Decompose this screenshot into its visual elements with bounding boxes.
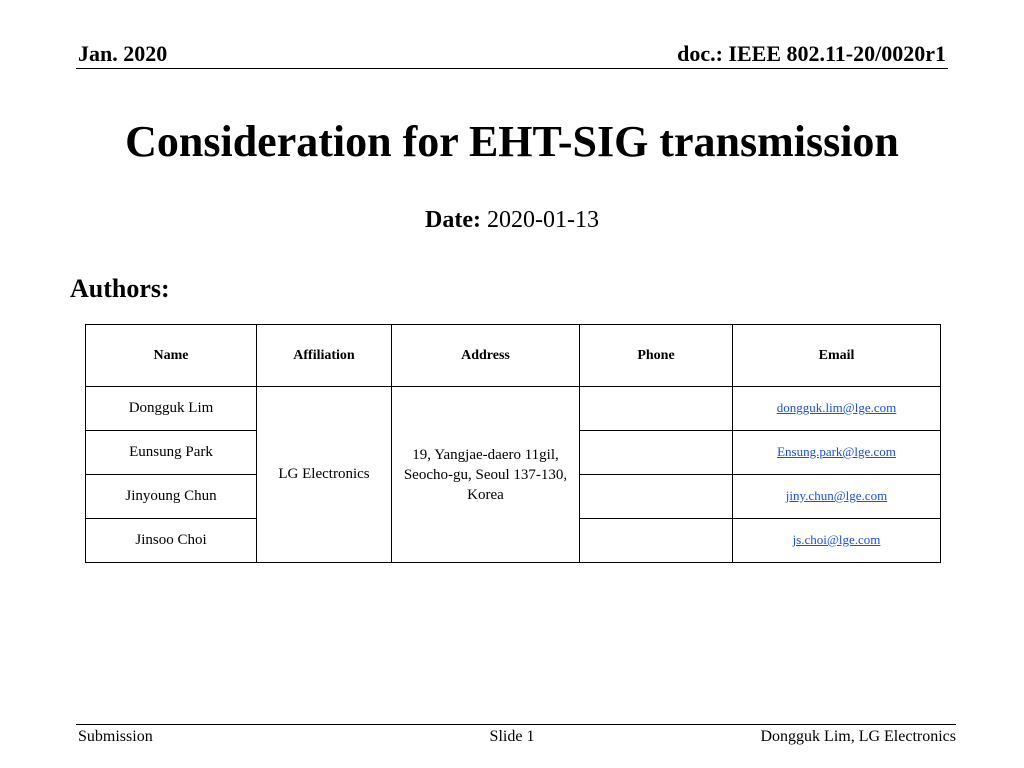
column-header-phone: Phone: [580, 325, 733, 387]
footer-slide-number: Slide 1: [489, 728, 535, 745]
author-name: Eunsung Park: [86, 431, 257, 475]
header-date: Jan. 2020: [78, 41, 168, 66]
author-email-cell: [733, 431, 941, 475]
column-header-email: Email: [733, 325, 941, 387]
author-email-cell: [733, 519, 941, 563]
author-phone: [580, 519, 733, 563]
footer-author: Dongguk Lim, LG Electronics: [760, 728, 956, 745]
author-email-link[interactable]: Ensung.park@lge.com: [777, 444, 896, 459]
author-name: Dongguk Lim: [86, 387, 257, 431]
date-label: Date:: [425, 207, 481, 233]
column-header-address: Address: [392, 325, 580, 387]
footer-divider: [76, 724, 956, 725]
author-email-link[interactable]: js.choi@lge.com: [792, 532, 881, 547]
footer-submission: Submission: [78, 728, 153, 745]
author-name: Jinyoung Chun: [86, 475, 257, 519]
author-email-link[interactable]: dongguk.lim@lge.com: [776, 400, 897, 415]
header-divider: [76, 68, 948, 69]
authors-heading: Authors:: [70, 274, 170, 303]
column-header-name: Name: [86, 325, 257, 387]
author-affiliation: LG Electronics: [257, 387, 392, 563]
date-line: [0, 204, 1024, 236]
author-phone: [580, 387, 733, 431]
author-email-link[interactable]: jiny.chun@lge.com: [785, 488, 888, 503]
slide-title: Consideration for EHT-SIG transmission: [125, 117, 899, 166]
date-value: 2020-01-13: [486, 207, 599, 233]
author-phone: [580, 431, 733, 475]
author-email-cell: [733, 475, 941, 519]
header-doc-id: doc.: IEEE 802.11-20/0020r1: [677, 41, 946, 66]
table-header-row: [86, 325, 941, 387]
column-header-affiliation: Affiliation: [257, 325, 392, 387]
author-email-cell: [733, 387, 941, 431]
table-row: [86, 387, 941, 431]
author-name: Jinsoo Choi: [86, 519, 257, 563]
authors-table: [85, 324, 941, 563]
author-phone: [580, 475, 733, 519]
author-address: 19, Yangjae-daero 11gil, Seocho-gu, Seoul 137-130, Korea: [392, 387, 580, 563]
